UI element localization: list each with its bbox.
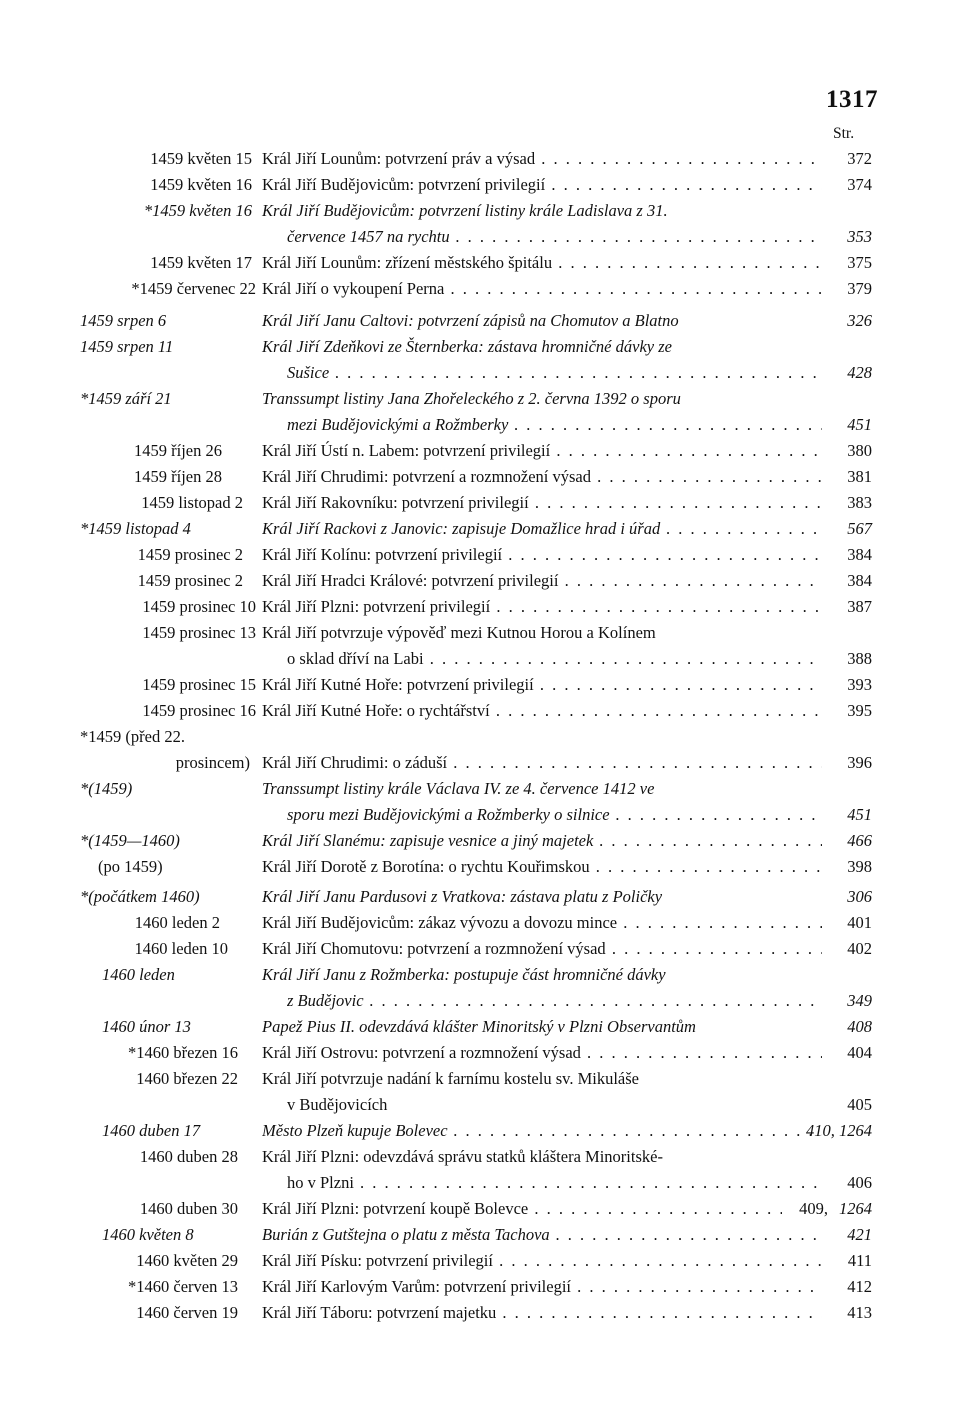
entry-page: 401 bbox=[847, 913, 872, 932]
list-item bbox=[0, 1300, 960, 1326]
entry-text: Papež Pius II. odevzdává klášter Minoritský v Plzni Observantům bbox=[262, 1017, 696, 1036]
entry-text: Král Jiří Chomutovu: potvrzení a rozmnožení výsad . . . bbox=[262, 936, 822, 962]
entry-text-continuation: ho v Plzni . . . bbox=[287, 1170, 822, 1196]
list-item bbox=[0, 1248, 960, 1274]
list-item bbox=[0, 490, 960, 516]
entry-text: Král Jiří Kutné Hoře: potvrzení privilegií . . . bbox=[262, 672, 822, 698]
entry-page: 466 bbox=[847, 831, 872, 850]
entry-date: 1460 květen 29 bbox=[136, 1251, 238, 1270]
entry-text: Král Jiří Rackovi z Janovic: zapisuje Domažlice hrad i úřad . . . bbox=[262, 516, 822, 542]
entry-page: 349 bbox=[847, 991, 872, 1010]
entry-text: Král Jiří Hradci Králové: potvrzení privilegií . . . bbox=[262, 568, 822, 594]
entry-date: *1459 červenec 22 bbox=[131, 279, 256, 298]
entry-text: Král Jiří Dorotě z Borotína: o rychtu Kouřimskou . . . bbox=[262, 854, 822, 880]
list-item-continuation bbox=[0, 988, 960, 1014]
list-item-continuation bbox=[0, 646, 960, 672]
entry-page: 384 bbox=[847, 571, 872, 590]
entry-date: *(1459—1460) bbox=[80, 831, 180, 850]
entry-page-secondary: 1264 bbox=[839, 1199, 872, 1218]
list-item bbox=[0, 594, 960, 620]
list-item bbox=[0, 962, 960, 988]
entry-text: Král Jiří Písku: potvrzení privilegií . . . bbox=[262, 1248, 822, 1274]
entry-date: 1460 duben 30 bbox=[139, 1199, 238, 1218]
entry-date: *1460 červen 13 bbox=[128, 1277, 238, 1296]
entry-text: Král Jiří potvrzuje nadání k farnímu kostelu sv. Mikuláše bbox=[262, 1069, 639, 1088]
entry-page: 451 bbox=[847, 805, 872, 824]
list-item bbox=[0, 698, 960, 724]
entry-date: 1459 prosinec 13 bbox=[142, 623, 256, 642]
entry-date: 1460 květen 8 bbox=[102, 1225, 194, 1244]
list-item bbox=[0, 1274, 960, 1300]
entry-text: Král Jiří Janu z Rožmberka: postupuje část hromničné dávky bbox=[262, 965, 666, 984]
list-item bbox=[0, 276, 960, 302]
entry-page: 306 bbox=[847, 887, 872, 906]
entry-date: 1460 leden bbox=[102, 965, 175, 984]
entry-page: 326 bbox=[847, 311, 872, 330]
entry-text-continuation: Sušice . . . bbox=[287, 360, 822, 386]
entry-text: Král Jiří Zdeňkovi ze Šternberka: zástava hromničné dávky ze bbox=[262, 337, 672, 356]
entry-page: 381 bbox=[847, 467, 872, 486]
list-item bbox=[0, 1118, 960, 1144]
list-item bbox=[0, 146, 960, 172]
entry-page: 379 bbox=[847, 279, 872, 298]
entry-date: *1459 září 21 bbox=[80, 389, 172, 408]
entry-text: Král Jiří o vykoupení Perna . . . bbox=[262, 276, 822, 302]
list-item bbox=[0, 854, 960, 880]
entry-text: Král Jiří Plzni: potvrzení koupě Bolevce . . . bbox=[262, 1196, 782, 1222]
list-item bbox=[0, 1040, 960, 1066]
entry-text: Město Plzeň kupuje Bolevec . . . bbox=[262, 1118, 822, 1144]
entry-date: *(1459) bbox=[80, 779, 133, 798]
entry-text-continuation: z Budějovic . . . bbox=[287, 988, 822, 1014]
entry-page: 388 bbox=[847, 649, 872, 668]
entry-page: 451 bbox=[847, 415, 872, 434]
list-item-continuation bbox=[0, 224, 960, 250]
entry-page: 567 bbox=[847, 519, 872, 538]
entry-text: Král Jiří Karlovým Varům: potvrzení privilegií . . . bbox=[262, 1274, 822, 1300]
entry-date: 1460 únor 13 bbox=[102, 1017, 191, 1036]
entry-page: 395 bbox=[847, 701, 872, 720]
entry-date: *1459 listopad 4 bbox=[80, 519, 191, 538]
entry-page: 428 bbox=[847, 363, 872, 382]
entry-page: 410, 1264 bbox=[806, 1121, 872, 1140]
entry-page: 383 bbox=[847, 493, 872, 512]
list-item bbox=[0, 672, 960, 698]
list-item bbox=[0, 568, 960, 594]
entry-date: 1459 srpen 6 bbox=[80, 311, 167, 330]
entry-date: 1460 duben 28 bbox=[139, 1147, 238, 1166]
list-item bbox=[0, 438, 960, 464]
entry-text: Král Jiří Rakovníku: potvrzení privilegií . . . bbox=[262, 490, 822, 516]
entry-page: 411 bbox=[847, 1251, 872, 1270]
entry-date: 1459 květen 17 bbox=[150, 253, 252, 272]
entry-text: Král Jiří Chrudimi: potvrzení a rozmnožení výsad . . . bbox=[262, 464, 822, 490]
entry-date: 1460 březen 22 bbox=[136, 1069, 238, 1088]
entry-page: 384 bbox=[847, 545, 872, 564]
list-item-continuation bbox=[0, 1092, 960, 1118]
entry-text-continuation: o sklad dříví na Labi . . . bbox=[287, 646, 822, 672]
entry-date-continuation: prosincem) bbox=[175, 753, 250, 772]
list-item-continuation bbox=[0, 360, 960, 386]
entry-page: 380 bbox=[847, 441, 872, 460]
entry-date: 1459 říjen 26 bbox=[134, 441, 222, 460]
entry-date: 1459 srpen 11 bbox=[80, 337, 174, 356]
entry-page: 387 bbox=[847, 597, 872, 616]
entry-date: 1460 duben 17 bbox=[102, 1121, 201, 1140]
entry-page: 409, bbox=[799, 1199, 828, 1218]
entry-date: 1459 prosinec 2 bbox=[137, 545, 243, 564]
entry-date: 1459 prosinec 2 bbox=[137, 571, 243, 590]
list-item bbox=[0, 1014, 960, 1040]
entry-date: *1459 květen 16 bbox=[143, 201, 252, 220]
entry-date: *(počátkem 1460) bbox=[80, 887, 200, 906]
entry-text: Král Jiří Janu Pardusovi z Vratkova: zástava platu z Poličky bbox=[262, 887, 663, 906]
entry-text-continuation: sporu mezi Budějovickými a Rožmberky o silnice . . . bbox=[287, 802, 822, 828]
entry-text: Král Jiří Kutné Hoře: o rychtářství . . . bbox=[262, 698, 822, 724]
entry-date: 1459 prosinec 15 bbox=[142, 675, 256, 694]
list-item bbox=[0, 724, 960, 750]
list-item bbox=[0, 776, 960, 802]
entry-text-continuation: v Budějovicích bbox=[287, 1095, 388, 1114]
entry-text: Transsumpt listiny krále Václava IV. ze 4. července 1412 ve bbox=[262, 779, 655, 798]
entry-date: 1460 leden 10 bbox=[134, 939, 228, 958]
entry-text: Král Jiří Lounům: potvrzení práv a výsad . . . bbox=[262, 146, 822, 172]
entry-text: Král Jiří Táboru: potvrzení majetku . . . bbox=[262, 1300, 822, 1326]
list-item-continuation bbox=[0, 1170, 960, 1196]
list-item-continuation bbox=[0, 750, 960, 776]
entry-text-continuation: července 1457 na rychtu . . . bbox=[287, 224, 822, 250]
list-item bbox=[0, 464, 960, 490]
entry-date: *1459 (před 22. bbox=[80, 727, 185, 746]
entry-page: 396 bbox=[847, 753, 872, 772]
list-item bbox=[0, 1222, 960, 1248]
list-item bbox=[0, 1066, 960, 1092]
entry-page: 412 bbox=[847, 1277, 872, 1296]
list-item bbox=[0, 386, 960, 412]
entry-page: 372 bbox=[847, 149, 872, 168]
entry-date: 1460 červen 19 bbox=[136, 1303, 238, 1322]
entry-page: 398 bbox=[847, 857, 872, 876]
entry-text: Král Jiří Janu Caltovi: potvrzení zápisů na Chomutov a Blatno bbox=[262, 311, 679, 330]
entry-text: Král Jiří Chrudimi: o záduší . . . bbox=[262, 750, 822, 776]
list-item bbox=[0, 334, 960, 360]
list-item bbox=[0, 542, 960, 568]
entry-text: Král Jiří Plzni: odevzdává správu statků kláštera Minoritské- bbox=[262, 1147, 663, 1166]
entry-text: Král Jiří Slanému: zapisuje vesnice a jiný majetek . . . bbox=[262, 828, 822, 854]
entry-page: 374 bbox=[847, 175, 872, 194]
list-item bbox=[0, 198, 960, 224]
entry-text: Král Jiří Ostrovu: potvrzení a rozmnožení výsad . . . bbox=[262, 1040, 822, 1066]
entry-text: Transsumpt listiny Jana Zhořeleckého z 2. června 1392 o sporu bbox=[262, 389, 681, 408]
entry-date: 1459 prosinec 16 bbox=[142, 701, 256, 720]
list-item bbox=[0, 1196, 960, 1222]
entry-page: 404 bbox=[847, 1043, 872, 1062]
entry-page: 413 bbox=[847, 1303, 872, 1322]
entry-text: Král Jiří potvrzuje výpověď mezi Kutnou Horou a Kolínem bbox=[262, 623, 656, 642]
list-item bbox=[0, 884, 960, 910]
entry-page: 421 bbox=[847, 1225, 872, 1244]
entry-date: 1460 leden 2 bbox=[134, 913, 220, 932]
list-item bbox=[0, 620, 960, 646]
page-number: 1317 bbox=[826, 86, 878, 113]
list-item bbox=[0, 936, 960, 962]
list-item-continuation bbox=[0, 412, 960, 438]
entry-page: 353 bbox=[847, 227, 872, 246]
list-item bbox=[0, 250, 960, 276]
list-item bbox=[0, 828, 960, 854]
list-item-continuation bbox=[0, 802, 960, 828]
entry-page: 406 bbox=[847, 1173, 872, 1192]
entry-date: 1459 říjen 28 bbox=[134, 467, 222, 486]
entry-text: Král Jiří Ústí n. Labem: potvrzení privilegií . . . bbox=[262, 438, 822, 464]
list-item bbox=[0, 172, 960, 198]
entry-page: 408 bbox=[847, 1017, 872, 1036]
entry-text: Král Jiří Budějovicům: potvrzení privilegií . . . bbox=[262, 172, 822, 198]
page-column-label: Str. bbox=[833, 125, 855, 142]
entry-text: Král Jiří Budějovicům: zákaz vývozu a dovozu mince . . . bbox=[262, 910, 822, 936]
entry-date: 1459 květen 16 bbox=[150, 175, 252, 194]
entry-text-continuation: mezi Budějovickými a Rožmberky . . . bbox=[287, 412, 822, 438]
entry-date: *1460 březen 16 bbox=[128, 1043, 238, 1062]
entry-page: 375 bbox=[847, 253, 872, 272]
entry-text: Král Jiří Plzni: potvrzení privilegií . . . bbox=[262, 594, 822, 620]
entry-date: (po 1459) bbox=[98, 857, 163, 876]
entry-date: 1459 květen 15 bbox=[150, 149, 252, 168]
entry-date: 1459 prosinec 10 bbox=[142, 597, 256, 616]
entry-page: 402 bbox=[847, 939, 872, 958]
list-item bbox=[0, 1144, 960, 1170]
list-item bbox=[0, 516, 960, 542]
entry-text: Král Jiří Budějovicům: potvrzení listiny krále Ladislava z 31. bbox=[262, 201, 668, 220]
entry-text: Král Jiří Kolínu: potvrzení privilegií . . . bbox=[262, 542, 822, 568]
entry-date: 1459 listopad 2 bbox=[141, 493, 243, 512]
entry-text: Burián z Gutštejna o platu z města Tachova . . . bbox=[262, 1222, 822, 1248]
entry-page: 393 bbox=[847, 675, 872, 694]
entry-page: 405 bbox=[847, 1095, 872, 1114]
list-item bbox=[0, 910, 960, 936]
entry-text: Král Jiří Lounům: zřízení městského špitálu . . . bbox=[262, 250, 822, 276]
list-item bbox=[0, 308, 960, 334]
